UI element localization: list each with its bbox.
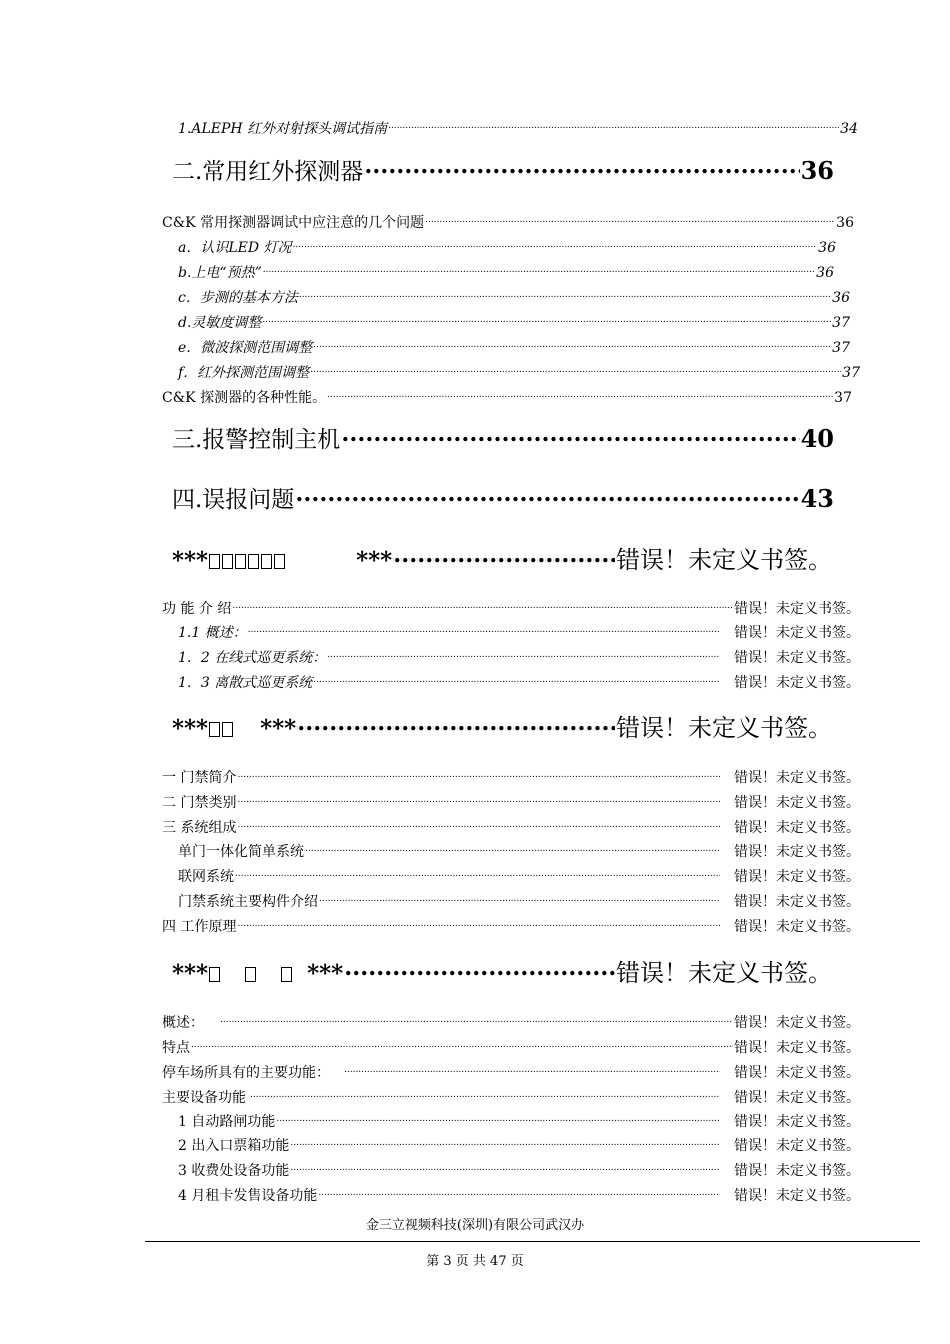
error-bookmark-text: 错误！未定义书签。 <box>616 546 832 574</box>
error-bookmark-text: 错误！未定义书签。 <box>734 1015 860 1031</box>
toc-leader-dots <box>220 1014 733 1027</box>
heading-prefix: *** <box>172 960 209 987</box>
toc-entry-ck-item[interactable] <box>178 362 860 382</box>
toc-section-2[interactable] <box>172 153 834 186</box>
toc-leader-dots <box>388 120 839 133</box>
toc-heading-patrol[interactable] <box>172 540 832 575</box>
missing-glyph-boxes <box>208 961 293 987</box>
toc-entry-label: 三 系统组成 <box>162 820 237 836</box>
toc-leader-dots <box>263 264 815 277</box>
toc-page-number: 36 <box>816 265 834 281</box>
toc-leader-dots <box>237 819 720 832</box>
toc-leader-dots <box>295 482 799 507</box>
error-bookmark-text: 错误！未定义书签。 <box>734 625 860 641</box>
toc-leader-dots <box>248 624 720 637</box>
toc-entry-label: 四 工作原理 <box>162 919 237 935</box>
missing-glyph-boxes <box>208 548 286 574</box>
toc-entry-ck-item[interactable] <box>178 337 850 357</box>
toc-leader-dots <box>250 1089 720 1102</box>
toc-section-title: 四.误报问题 <box>172 487 295 513</box>
heading-suffix: *** <box>260 715 297 742</box>
toc-page-number: 36 <box>832 290 850 306</box>
error-bookmark-text: 错误！未定义书签。 <box>734 1188 860 1204</box>
toc-entry-label: 主要设备功能 <box>162 1090 246 1106</box>
toc-entry-label: C&K 探测器的各种性能。 <box>162 390 327 406</box>
toc-leader-dots <box>425 214 835 227</box>
toc-entry-label: b.上电“预热” <box>178 265 262 281</box>
toc-leader-dots <box>318 1187 720 1200</box>
error-bookmark-text: 错误！未定义书签。 <box>734 1040 860 1056</box>
toc-section-title: 二.常用红外探测器 <box>172 159 364 185</box>
toc-leader-dots <box>237 769 720 782</box>
toc-entry-patrol[interactable] <box>162 598 860 618</box>
error-bookmark-text: 错误！未定义书签。 <box>734 844 860 860</box>
toc-entry-parking[interactable] <box>178 1111 860 1131</box>
toc-entry-parking[interactable] <box>162 1062 860 1082</box>
toc-leader-dots <box>293 239 818 252</box>
toc-leader-dots <box>305 843 720 856</box>
toc-entry-label: 2 出入口票箱功能 <box>178 1138 290 1154</box>
toc-entry-ck-item[interactable] <box>178 287 850 307</box>
toc-entry-label: f．红外探测范围调整 <box>178 365 310 381</box>
toc-leader-dots <box>313 339 831 352</box>
heading-prefix: *** <box>172 715 209 742</box>
toc-entry-label: 3 收费处设备功能 <box>178 1163 290 1179</box>
toc-page-number: 36 <box>818 240 836 256</box>
toc-page-number: 40 <box>800 424 834 453</box>
error-bookmark-text: 错误！未定义书签。 <box>734 820 860 836</box>
heading-suffix: *** <box>307 960 344 987</box>
toc-leader-dots <box>237 918 720 931</box>
error-bookmark-text: 错误！未定义书签。 <box>616 714 832 742</box>
toc-entry-label: 4 月租卡发售设备功能 <box>178 1188 318 1204</box>
footer-divider <box>145 1241 920 1242</box>
toc-leader-dots <box>299 289 831 302</box>
error-bookmark-text: 错误！未定义书签。 <box>734 1114 860 1130</box>
toc-page-number: 37 <box>842 365 860 381</box>
toc-entry-label: d.灵敏度调整 <box>178 315 262 331</box>
toc-leader-dots <box>290 1162 720 1175</box>
error-bookmark-text: 错误！未定义书签。 <box>734 1065 860 1081</box>
toc-entry-ck-item[interactable] <box>178 237 836 257</box>
toc-leader-dots <box>262 314 831 327</box>
toc-entry-patrol[interactable] <box>178 672 860 692</box>
error-bookmark-text: 错误！未定义书签。 <box>734 770 860 786</box>
error-bookmark-text: 错误！未定义书签。 <box>734 795 860 811</box>
toc-entry-label: 概述： <box>162 1015 204 1031</box>
toc-leader-dots <box>276 1113 720 1126</box>
heading-suffix: *** <box>356 547 393 574</box>
toc-page-number: 37 <box>834 390 852 406</box>
toc-leader-dots <box>344 956 615 981</box>
error-bookmark-text: 错误！未定义书签。 <box>734 1163 860 1179</box>
toc-entry-label: 1．2 在线式巡更系统： <box>178 650 327 666</box>
toc-leader-dots <box>393 543 615 568</box>
toc-entry-ck-perf[interactable] <box>162 387 852 407</box>
toc-page-number: 34 <box>840 121 858 137</box>
missing-glyph-boxes <box>208 716 234 742</box>
toc-entry-label: 二 门禁类别 <box>162 795 237 811</box>
error-bookmark-text: 错误！未定义书签。 <box>616 959 832 987</box>
toc-entry-label: 功 能 介 绍 <box>162 601 232 617</box>
toc-entry-label: C&K 常用探测器调试中应注意的几个问题 <box>162 215 425 231</box>
toc-entry-parking[interactable] <box>162 1037 860 1057</box>
toc-leader-dots <box>290 1137 720 1150</box>
toc-page-number: 37 <box>832 315 850 331</box>
toc-page-number: 43 <box>800 484 834 513</box>
toc-leader-dots <box>319 893 720 906</box>
error-bookmark-text: 错误！未定义书签。 <box>734 601 860 617</box>
footer-company-name: 金三立视频科技(深圳)有限公司武汉办 <box>365 1218 585 1233</box>
toc-leader-dots <box>297 711 615 736</box>
toc-leader-dots <box>341 422 799 447</box>
toc-entry-patrol[interactable] <box>178 647 860 667</box>
toc-entry-access[interactable] <box>162 916 860 936</box>
toc-entry-label: 停车场所具有的主要功能： <box>162 1065 330 1081</box>
toc-page-number: 36 <box>800 156 834 185</box>
toc-page-number: 36 <box>836 215 854 231</box>
toc-section-4[interactable] <box>172 481 834 514</box>
toc-entry-access[interactable] <box>162 792 860 812</box>
toc-entry-label: c．步测的基本方法 <box>178 290 298 306</box>
toc-section-3[interactable] <box>172 421 834 454</box>
toc-page-number: 37 <box>832 340 850 356</box>
toc-entry-label: 单门一体化简单系统 <box>178 844 304 860</box>
toc-entry-label: 特点 <box>162 1040 190 1056</box>
toc-entry-patrol[interactable] <box>178 622 860 642</box>
toc-entry-parking[interactable] <box>178 1185 860 1205</box>
footer-page-number: 第 3 页 共 47 页 <box>426 1254 524 1269</box>
toc-leader-dots <box>237 794 720 807</box>
toc-heading-parking[interactable] <box>172 953 832 988</box>
toc-entry-aleph[interactable] <box>178 118 858 138</box>
toc-entry-access[interactable] <box>162 767 860 787</box>
toc-entry-access[interactable] <box>178 841 860 861</box>
error-bookmark-text: 错误！未定义书签。 <box>734 1090 860 1106</box>
toc-entry-label: 一 门禁简介 <box>162 770 237 786</box>
toc-leader-dots <box>327 649 720 662</box>
toc-leader-dots <box>364 154 799 179</box>
toc-entry-label: e．微波探测范围调整 <box>178 340 313 356</box>
toc-heading-access[interactable] <box>172 708 832 743</box>
toc-entry-label: 联网系统 <box>178 869 234 885</box>
heading-prefix: *** <box>172 547 209 574</box>
toc-entry-access[interactable] <box>178 891 860 911</box>
error-bookmark-text: 错误！未定义书签。 <box>734 869 860 885</box>
toc-entry-label: 1．3 离散式巡更系统 <box>178 675 313 691</box>
error-bookmark-text: 错误！未定义书签。 <box>734 894 860 910</box>
toc-leader-dots <box>313 674 720 687</box>
toc-entry-label: a．认识LED 灯况 <box>178 240 292 256</box>
toc-entry-parking[interactable] <box>178 1135 860 1155</box>
error-bookmark-text: 错误！未定义书签。 <box>734 650 860 666</box>
toc-entry-parking[interactable] <box>178 1160 860 1180</box>
toc-entry-label: 1.1 概述： <box>178 625 247 641</box>
toc-leader-dots <box>191 1039 733 1052</box>
toc-entry-label: 门禁系统主要构件介绍 <box>178 894 318 910</box>
toc-entry-ck-item[interactable] <box>178 312 850 332</box>
toc-leader-dots <box>344 1064 720 1077</box>
toc-entry-access[interactable] <box>178 866 860 886</box>
toc-entry-ck-item[interactable] <box>178 262 834 282</box>
error-bookmark-text: 错误！未定义书签。 <box>734 1138 860 1154</box>
toc-leader-dots <box>232 600 733 613</box>
toc-entry-ck-issues[interactable] <box>162 212 854 232</box>
toc-leader-dots <box>310 364 841 377</box>
toc-leader-dots <box>327 389 833 402</box>
toc-entry-access[interactable] <box>162 817 860 837</box>
error-bookmark-text: 错误！未定义书签。 <box>734 919 860 935</box>
toc-entry-parking[interactable] <box>162 1012 860 1032</box>
toc-entry-label: 1.ALEPH 红外对射探头调试指南 <box>178 121 388 137</box>
toc-entry-parking[interactable] <box>162 1087 860 1107</box>
error-bookmark-text: 错误！未定义书签。 <box>734 675 860 691</box>
toc-leader-dots <box>235 868 720 881</box>
toc-section-title: 三.报警控制主机 <box>172 427 341 453</box>
toc-entry-label: 1 自动路闸功能 <box>178 1114 276 1130</box>
